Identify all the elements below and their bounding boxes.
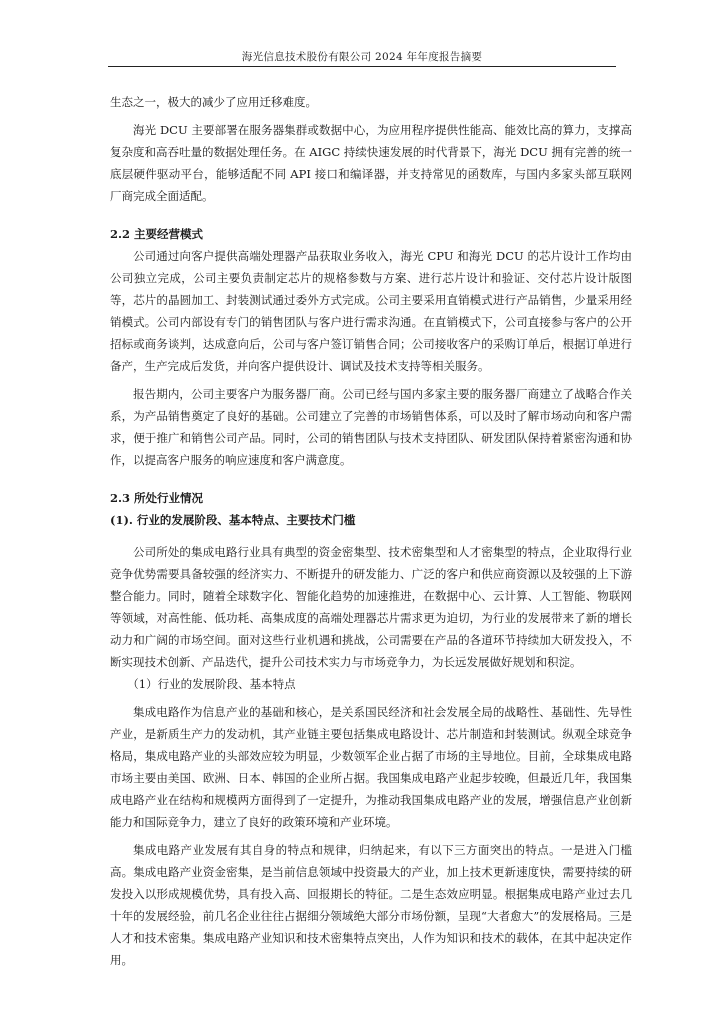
paragraph: 生态之一，极大的减少了应用迁移难度。 [110,95,317,109]
paragraph: 集成电路产业发展有其自身的特点和规律，归纳起来，有以下三方面突出的特点。一是进入门槛高。集成电路产业资金密集，是当前信息领域中投资最大的产业，加上技术更新速度快，需要持续的研发投入以形成规模优势，具有投入高、回报期长的特征。二是生态效应明显。根据集成电路产业过去几十年的发展经验，前几名企业往往占据细分领域绝大部分市场份额，呈现“大者愈大”的发展格局。三是人才和技术密集。集成电路产业知识和技术密集特点突出，人作为知识和技术的载体，在其中起决定作用。 [110,843,632,967]
paragraph: 报告期内，公司主要客户为服务器厂商。公司已经与国内多家主要的服务器厂商建立了战略合作关系，为产品销售奠定了良好的基础。公司建立了完善的市场销售体系，可以及时了解市场动向和客户需求，便于推广和销售公司产品。同时，公司的销售团队与技术支持团队、研发团队保持着紧密沟通和协作，以提高客户服务的响应速度和客户满意度。 [110,387,632,467]
header-divider [108,66,616,67]
paragraph: 公司通过向客户提供高端处理器产品获取业务收入，海光 CPU 和海光 DCU 的芯片设计工作均由公司独立完成，公司主要负责制定芯片的规格参数与方案、进行芯片设计和验证、交付芯片设计版图等，芯片的晶圆加工、封装测试通过委外方式完成。公司主要采用直销模式进行产品销售，少量采用经销模式。公司内部设有专门的销售团队与客户进行需求沟通。在直销模式下，公司直接参与客户的公开招标或商务谈判，达成意向后，公司与客户签订销售合同；公司接收客户的采购订单后，根据订单进行备产，生产完成后发货，并向客户提供设计、调试及技术支持等相关服务。 [110,249,632,373]
section-heading-2-2: 2.2 主要经营模式 [110,227,204,241]
subsection-label: （1）行业的发展阶段、基本特点 [127,677,296,691]
paragraph: 集成电路作为信息产业的基础和核心，是关系国民经济和社会发展全局的战略性、基础性、先导性产业，是新质生产力的发动机，其产业链主要包括集成电路设计、芯片制造和封装测试。纵观全球竞争格局，集成电路产业的头部效应较为明显，少数领军企业占据了市场的主导地位。目前，全球集成电路市场主要由美国、欧洲、日本、韩国的企业所占据。我国集成电路产业起步较晚，但最近几年，我国集成电路产业在结构和规模两方面得到了一定提升，为推动我国集成电路产业的发展，增强信息产业创新能力和国际竞争力，建立了良好的政策环境和产业环境。 [110,705,632,829]
paragraph: 公司所处的集成电路行业具有典型的资金密集型、技术密集型和人才密集型的特点，企业取得行业竞争优势需要具备较强的经济实力、不断提升的研发能力、广泛的客户和供应商资源以及较强的上下游整合能力。同时，随着全球数字化、智能化趋势的加速推进，在数据中心、云计算、人工智能、物联网等领域，对高性能、低功耗、高集成度的高端处理器芯片需求更为迫切，为行业的发展带来了新的增长动力和广阔的市场空间。面对这些行业机遇和挑战，公司需要在产品的各道环节持续加大研发投入，不断实现技术创新、产品迭代，提升公司技术实力与市场竞争力，为长远发展做好规划和积淀。 [110,545,632,669]
paragraph: 海光 DCU 主要部署在服务器集群或数据中心，为应用程序提供性能高、能效比高的算力，支撑高复杂度和高吞吐量的数据处理任务。在 AIGC 持续快速发展的时代背景下，海光 DCU 拥有完善的统一底层硬件驱动平台，能够适配不同 API 接口和编译器，并支持常见的函数库，与国内多家头部互联网厂商完成全面适配。 [110,123,632,203]
page-header-title: 海光信息技术股份有限公司 2024 年年度报告摘要 [241,51,483,63]
document-body [110,91,632,971]
section-heading-2-3: 2.3 所处行业情况 [110,491,204,505]
subsection-heading: (1). 行业的发展阶段、基本特点、主要技术门槛 [110,513,356,527]
